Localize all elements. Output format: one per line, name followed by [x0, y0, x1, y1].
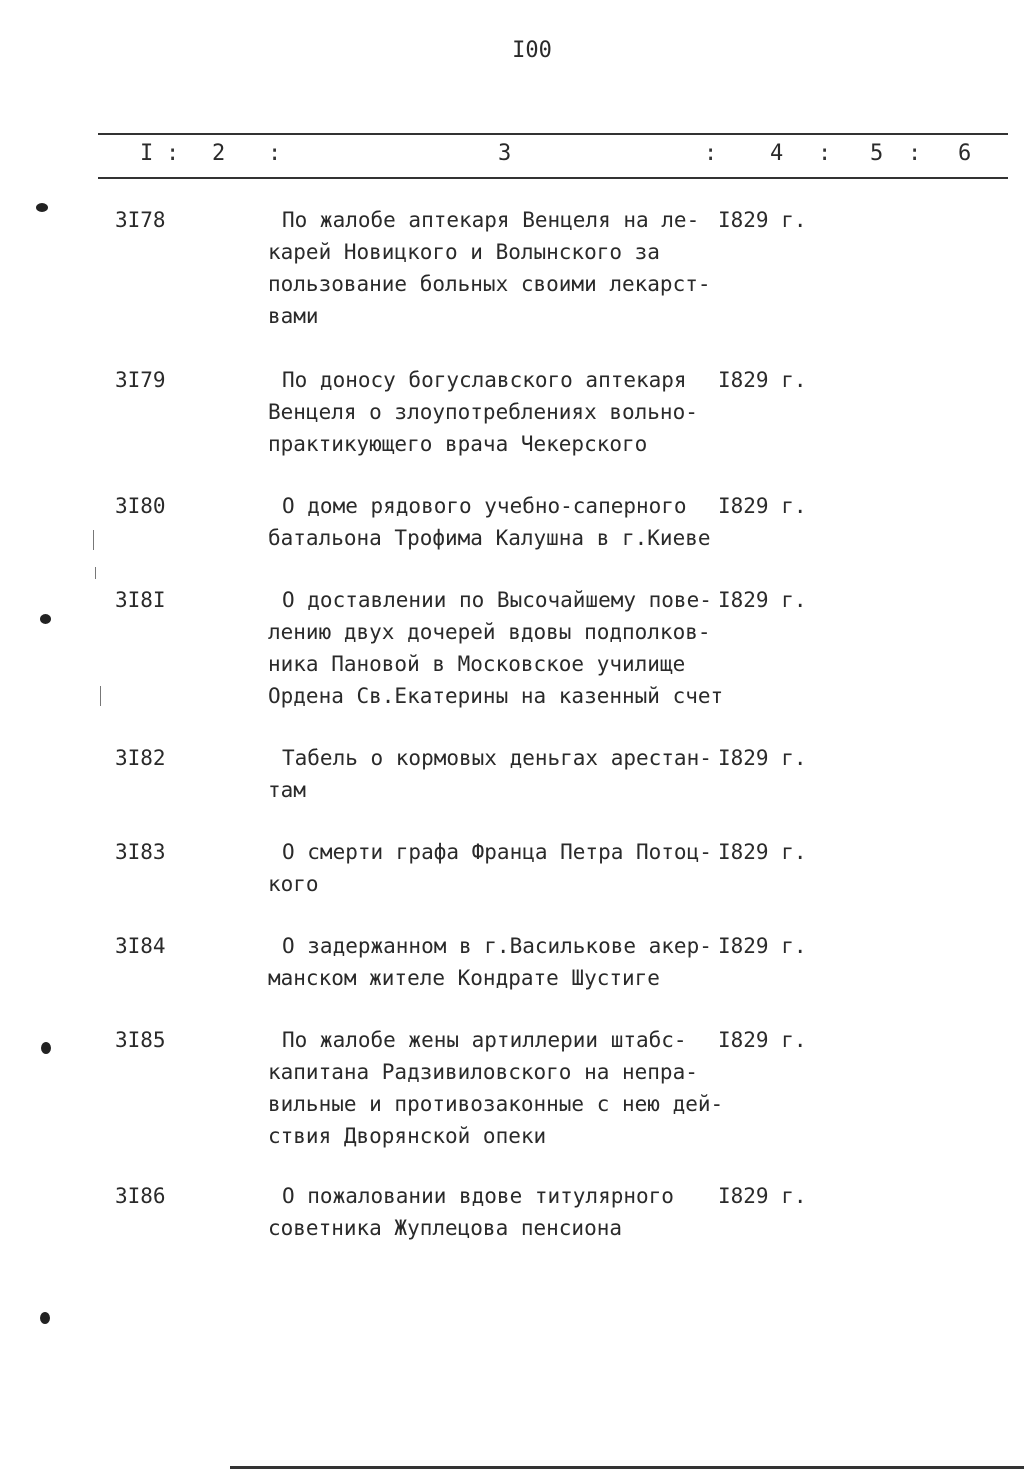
entry-year: I829 г. [718, 368, 807, 392]
column-header-2: 2 [212, 141, 226, 166]
margin-tick [93, 530, 94, 550]
description-line: Табель о кормовых деньгах арестан- [282, 746, 712, 770]
table-top-rule [98, 133, 1008, 135]
column-separator: : [704, 141, 718, 166]
table-header-rule [98, 177, 1008, 179]
entry-description [268, 742, 738, 806]
binding-hole-mark [40, 614, 51, 624]
description-line: практикующего врача Чекерского [268, 432, 648, 456]
description-line: вами [268, 304, 319, 328]
description-line: Венцеля о злоупотреблениях вольно- [268, 400, 698, 424]
entry-description [268, 930, 738, 994]
entry-description [268, 836, 738, 900]
entry-description [268, 584, 738, 712]
description-line: пользование больных своими лекарст- [268, 272, 711, 296]
entry-description [268, 1180, 738, 1244]
page-number: I00 [512, 38, 552, 63]
binding-hole-mark [36, 203, 48, 212]
description-line: вильные и противозаконные с нею дей- [268, 1092, 724, 1116]
margin-tick [100, 686, 101, 706]
entry-number: 3I8I [115, 588, 166, 612]
description-line: По доносу богуславского аптекаря [282, 368, 687, 392]
entry-number: 3I83 [115, 840, 166, 864]
description-line: капитана Радзивиловского на непра- [268, 1060, 698, 1084]
entry-number: 3I78 [115, 208, 166, 232]
description-line: батальона Трофима Калушна в г.Киеве [268, 526, 711, 550]
entry-year: I829 г. [718, 588, 807, 612]
margin-tick [95, 567, 96, 579]
entry-description [268, 364, 738, 460]
description-line: О задержанном в г.Василькове акер- [282, 934, 712, 958]
entry-year: I829 г. [718, 494, 807, 518]
entry-description [268, 490, 738, 554]
description-line: ствия Дворянской опеки [268, 1124, 547, 1148]
column-header-6: 6 [958, 141, 972, 166]
description-line: О доме рядового учебно-саперного [282, 494, 687, 518]
description-line: По жалобе аптекаря Венцеля на ле- [282, 208, 700, 232]
description-line: там [268, 778, 306, 802]
entry-number: 3I82 [115, 746, 166, 770]
column-separator: : [818, 141, 832, 166]
entry-year: I829 г. [718, 1028, 807, 1052]
entry-year: I829 г. [718, 934, 807, 958]
column-separator: : [166, 141, 180, 166]
description-line: О смерти графа Франца Петра Потоц- [282, 840, 712, 864]
description-line: Ордена Св.Екатерины на казенный счет [268, 684, 724, 708]
column-header-3: 3 [498, 141, 512, 166]
column-header-5: 5 [870, 141, 884, 166]
binding-hole-mark [41, 1042, 51, 1054]
entry-number: 3I80 [115, 494, 166, 518]
description-line: кого [268, 872, 319, 896]
column-separator: : [908, 141, 922, 166]
entry-description [268, 204, 738, 332]
page-bottom-edge [230, 1466, 1024, 1469]
entry-number: 3I86 [115, 1184, 166, 1208]
column-header-row [0, 141, 1024, 169]
entry-year: I829 г. [718, 840, 807, 864]
description-line: ника Пановой в Московское училище [268, 652, 686, 676]
binding-hole-mark [40, 1312, 50, 1324]
description-line: О доставлении по Высочайшему пове- [282, 588, 712, 612]
column-header-1: I [140, 141, 154, 166]
description-line: О пожаловании вдове титулярного [282, 1184, 674, 1208]
description-line: советника Жуплецова пенсиона [268, 1216, 623, 1240]
entry-number: 3I84 [115, 934, 166, 958]
description-line: карей Новицкого и Волынского за [268, 240, 660, 264]
entry-number: 3I79 [115, 368, 166, 392]
description-line: лению двух дочерей вдовы подполков- [268, 620, 711, 644]
column-separator: : [268, 141, 282, 166]
entry-number: 3I85 [115, 1028, 166, 1052]
entry-year: I829 г. [718, 1184, 807, 1208]
description-line: По жалобе жены артиллерии штабс- [282, 1028, 687, 1052]
entry-year: I829 г. [718, 746, 807, 770]
entry-description [268, 1024, 738, 1152]
description-line: манском жителе Кондрате Шустиге [268, 966, 660, 990]
column-header-4: 4 [770, 141, 784, 166]
entry-year: I829 г. [718, 208, 807, 232]
